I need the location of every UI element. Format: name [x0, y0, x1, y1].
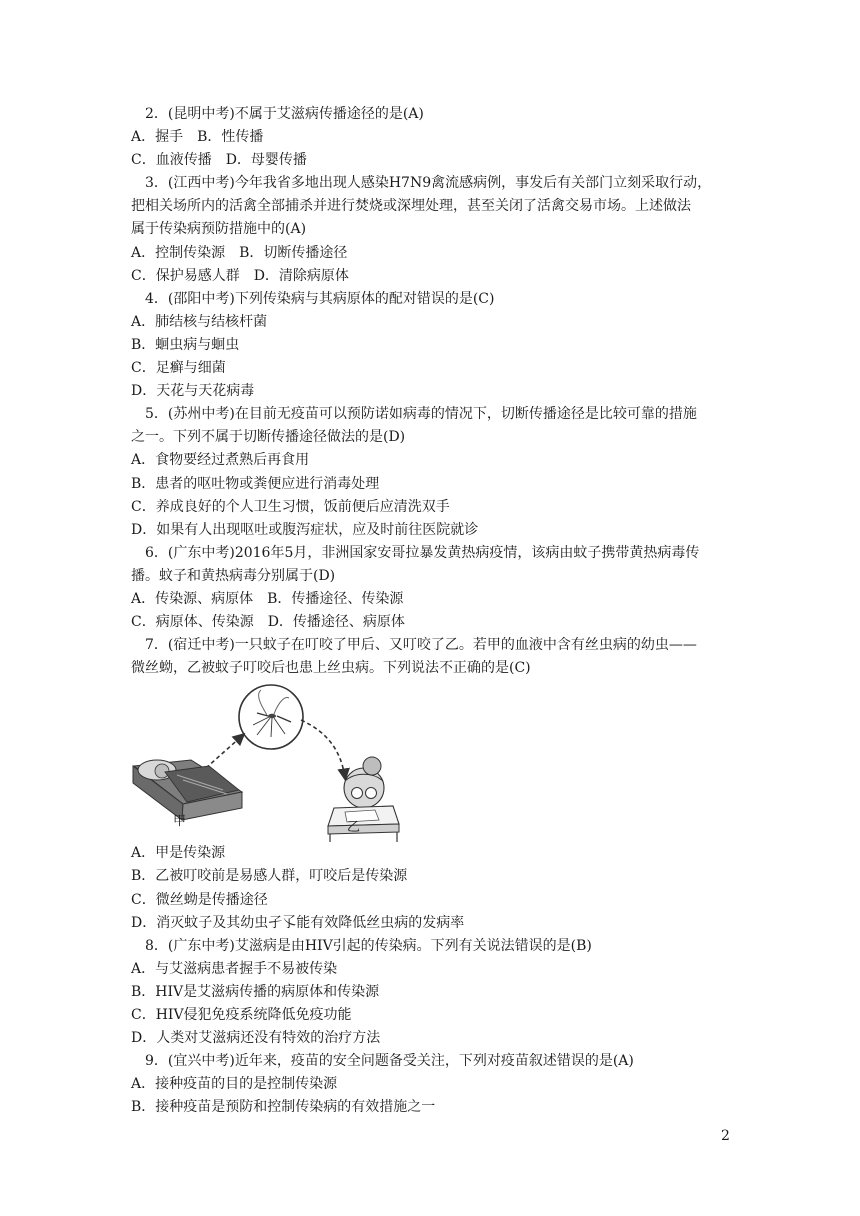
sick-person-in-bed-icon: [133, 760, 242, 820]
arrow-to-mosquito: [206, 735, 243, 768]
question-stem-line: 3．(江西中考)今年我省多地出现人感染H7N9禽流感病例，事发后有关部门立刻采取行动，: [145, 175, 712, 192]
question-stem-line: 属于传染病预防措施中的(A): [131, 221, 307, 238]
option-line: A．肺结核与结核杆菌: [131, 313, 268, 330]
question-4: [131, 288, 731, 403]
question-7: [131, 634, 731, 935]
figure-label-a: 甲: [173, 814, 187, 830]
question-8: [131, 935, 731, 1050]
option-line: B．乙被叮咬前是易感人群，叮咬后是传染源: [131, 868, 408, 885]
option-line: C．HIV侵犯免疫系统降低免疫功能: [131, 1007, 352, 1023]
mosquito-transmission-figure: [131, 680, 731, 842]
question-stem-line: 6．(广东中考)2016年5月，非洲国家安哥拉暴发黄热病疫情，该病由蚊子携带黄热病毒传: [145, 544, 700, 561]
option-line: A．接种疫苗的目的是控制传染源: [131, 1076, 338, 1093]
question-2: [131, 103, 731, 172]
question-stem-line: 7．(宿迁中考)一只蚊子在叮咬了甲后、又叮咬了乙。若甲的血液中含有丝虫病的幼虫——: [145, 637, 697, 654]
option-line: A．握手 B．性传播: [131, 129, 264, 146]
question-9: [131, 1050, 731, 1119]
option-line: C．养成良好的个人卫生习惯，饭前便后应清洗双手: [131, 498, 450, 515]
option-line: C．微丝蚴是传播途径: [131, 891, 268, 908]
option-line: A．传染源、病原体 B．传播途径、传染源: [131, 590, 404, 607]
question-6: [131, 542, 731, 634]
option-line: D．人类对艾滋病还没有特效的治疗方法: [131, 1030, 381, 1047]
question-stem-line: 4．(邵阳中考)下列传染病与其病原体的配对错误的是(C): [145, 290, 495, 307]
question-list: [131, 103, 731, 1119]
question-stem-line: 5．(苏州中考)在目前无疫苗可以预防诺如病毒的情况下，切断传播途径是比较可靠的措施: [145, 406, 697, 423]
option-line: B．HIV是艾滋病传播的病原体和传染源: [131, 983, 380, 1000]
arrow-to-person-b: [301, 720, 345, 778]
option-line: C．血液传播 D．母婴传播: [131, 152, 307, 169]
page-number: 2: [721, 1128, 730, 1144]
question-stem-line: 9．(宜兴中考)近年来，疫苗的安全问题备受关注，下列对疫苗叙述错误的是(A): [145, 1053, 634, 1070]
option-line: D．如果有人出现呕吐或腹泻症状，应及时前往医院就诊: [131, 521, 479, 538]
healthy-person-at-desk-icon: [328, 757, 399, 842]
figure-label-b: 乙: [347, 820, 361, 836]
option-line: C．足癣与细菌: [131, 360, 226, 377]
option-line: D．消灭蚊子及其幼虫孑孓能有效降低丝虫病的发病率: [131, 914, 465, 931]
mosquito-icon: [239, 685, 303, 749]
option-line: B．接种疫苗是预防和控制传染病的有效措施之一: [131, 1099, 436, 1116]
option-line: A．食物要经过煮熟后再食用: [131, 452, 310, 469]
option-line: A．控制传染源 B．切断传播途径: [131, 244, 348, 261]
option-line: B．蛔虫病与蛔虫: [131, 336, 240, 353]
option-line: B．患者的呕吐物或粪便应进行消毒处理: [131, 475, 380, 492]
option-line: C．病原体、传染源 D．传播途径、病原体: [131, 614, 405, 631]
question-stem-line: 8．(广东中考)艾滋病是由HIV引起的传染病。下列有关说法错误的是(B): [145, 937, 592, 954]
question-5: [131, 403, 731, 542]
question-stem-line: 2．(昆明中考)不属于艾滋病传播途径的是(A): [145, 106, 424, 122]
option-line: C．保护易感人群 D．清除病原体: [131, 267, 349, 284]
question-3: [131, 172, 731, 287]
option-line: A．甲是传染源: [131, 845, 226, 862]
figure-drawing: [131, 680, 731, 842]
option-line: D．天花与天花病毒: [131, 383, 255, 400]
question-stem-line: 之一。下列不属于切断传播途径做法的是(D): [131, 429, 406, 446]
option-line: A．与艾滋病患者握手不易被传染: [131, 960, 338, 977]
question-stem-line: 把相关场所内的活禽全部捕杀并进行焚烧或深埋处理，甚至关闭了活禽交易市场。上述做法: [131, 198, 691, 215]
question-stem-line: 微丝蚴，乙被蚊子叮咬后也患上丝虫病。下列说法不正确的是(C): [131, 660, 531, 677]
question-stem-line: 播。蚊子和黄热病毒分别属于(D): [131, 567, 336, 584]
